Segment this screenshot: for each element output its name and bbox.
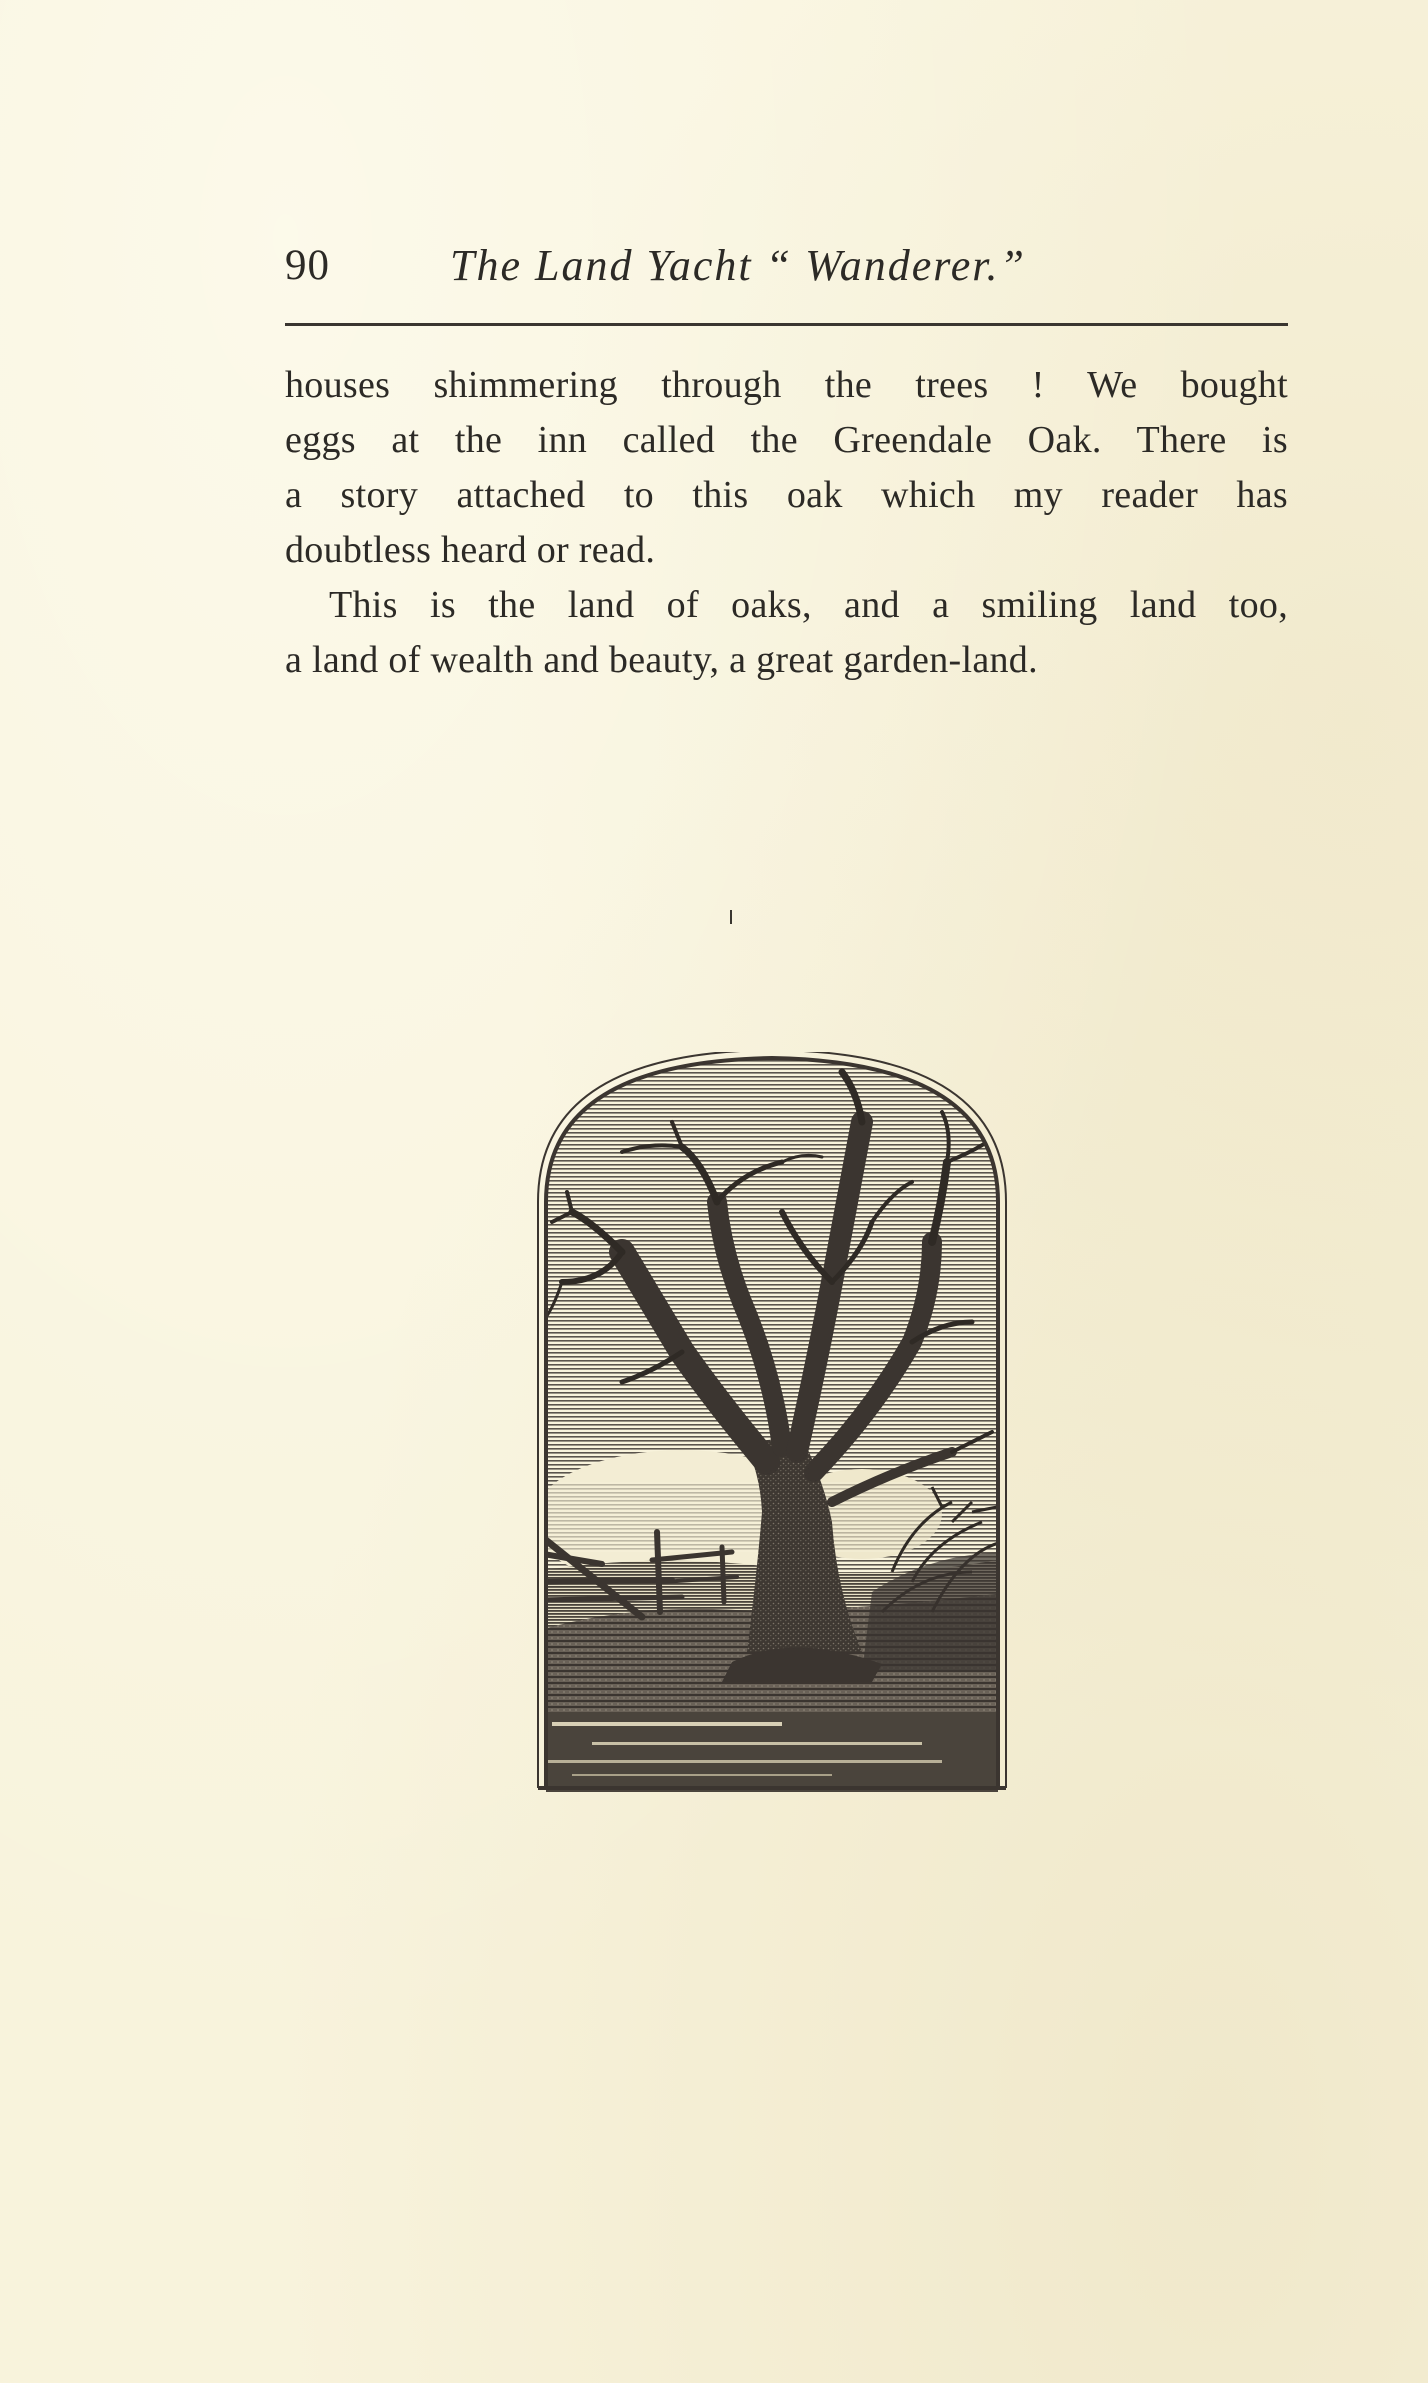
body-text (285, 358, 1288, 688)
running-head (285, 236, 1288, 296)
text-line: a land of wealth and beauty, a great garden-land. (285, 639, 1038, 681)
oak-tree-engraving (532, 1052, 1012, 1792)
running-title: The Land Yacht “ Wanderer.” (450, 241, 1027, 290)
text-line: houses shimmering through the trees ! We bought (285, 364, 1288, 406)
text-line: This is the land of oaks, and a smiling land too, (329, 584, 1288, 626)
paragraph-2 (285, 578, 1288, 688)
text-line: doubtless heard or read. (285, 529, 656, 571)
paragraph-1 (285, 358, 1288, 578)
engraving-image (532, 1052, 1012, 1792)
page-number: 90 (285, 242, 330, 289)
text-line: eggs at the inn called the Greendale Oak. There is (285, 419, 1288, 461)
header-rule (285, 323, 1288, 326)
text-line: a story attached to this oak which my reader has (285, 474, 1288, 516)
printers-mark (730, 910, 732, 924)
